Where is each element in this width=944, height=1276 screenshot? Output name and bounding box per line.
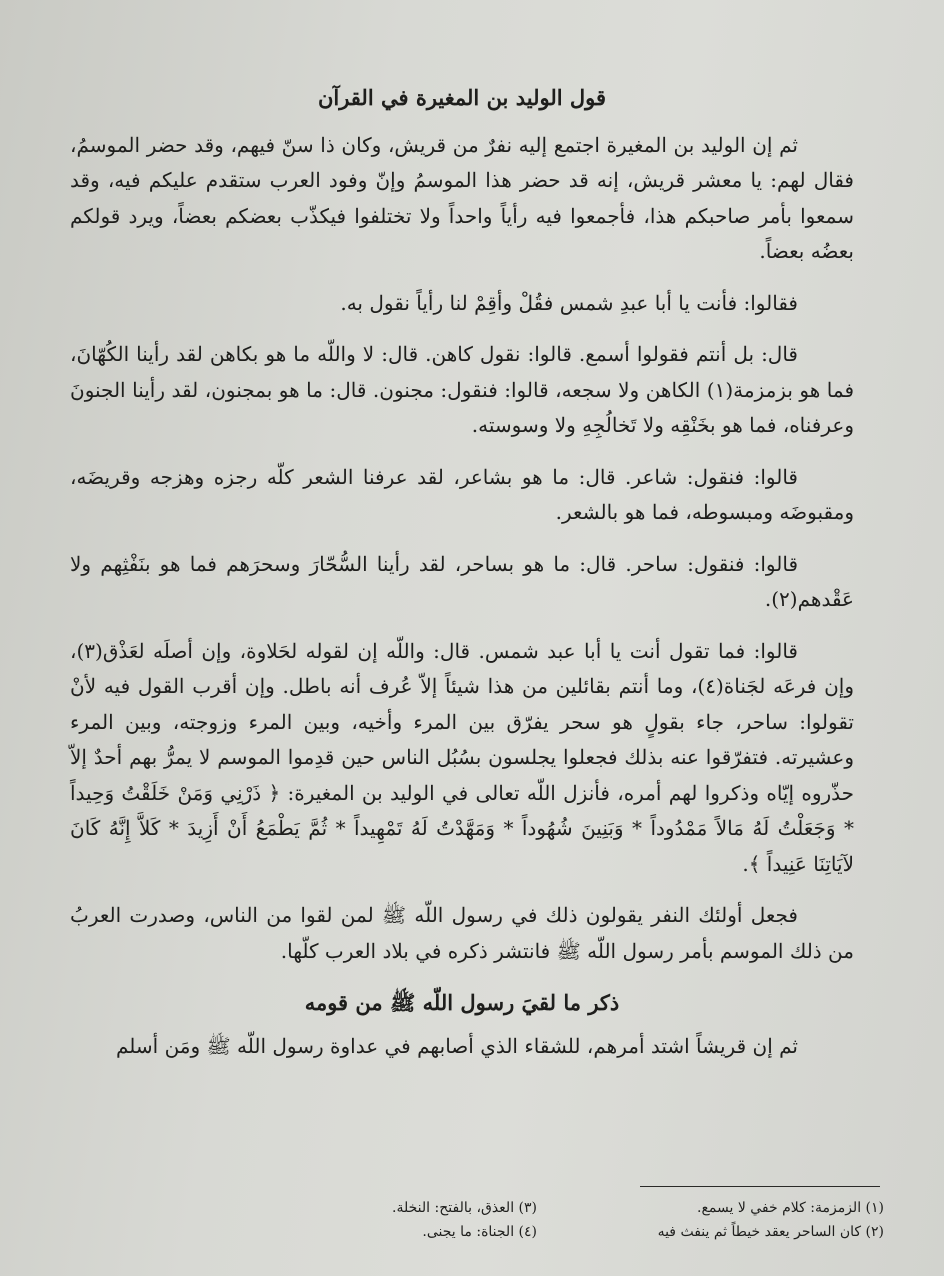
paragraph: قالوا: فما تقول أنت يا أبا عبد شمس. قال: واللّه إن لقوله لحَلاوة، وإن أصلَه لعَذْق(٣)، وإن فرعَه لجَناة(٤)، وما أنتم بقائلين من هذا شيئاً إلاّ عُرف أنه باطل. وإن أقرب القول فيه لأنْ تقولوا: ساحر، جاء بقولٍ هو سحر يفرّق بين المرء وأخيه، وبين المرء وزوجته، وبين المرء وعشيرته. فتفرّقوا عنه بذلك فجعلوا يجلسون بسُبُل الناس حين قدِموا الموسم لا يمرُّ بهم أحدٌ إلاّ حذّروه إيّاه وذكروا لهم أمره، فأنزل اللّه تعالى في الوليد بن المغيرة: ﴿ ذَرْنِي وَمَنْ خَلَقْتُ وَحِيداً * وَجَعَلْتُ لَهُ مَالاً مَمْدُوداً * وَبَنِينَ شُهُوداً * وَمَهَّدْتُ لَهُ تَمْهِيداً * ثُمَّ يَطْمَعُ أَنْ أَزِيدَ * كَلاَّ إِنَّهُ كَانَ لآيَاتِنَا عَنِيداً ﴾. xyxy=(70,638,854,876)
footnote-column xyxy=(250,1196,537,1244)
footnote: (١) الزمزمة: كلام خفي لا يسمع. xyxy=(697,1200,884,1216)
paragraph: قالوا: فنقول: شاعر. قال: ما هو بشاعر، لقد عرفنا الشعر كلّه رجزه وهزجه وقريضَه، ومقبوضَه ومبسوطه، فما هو بالشعر. xyxy=(70,464,854,524)
footnote-column xyxy=(597,1196,884,1244)
section-heading: ذكر ما لقيَ رسول اللّه ﷺ من قومه xyxy=(304,990,620,1015)
paragraph: قال: بل أنتم فقولوا أسمع. قالوا: نقول كاهن. قال: لا واللّه ما هو بكاهن لقد رأينا الكُهّانَ، فما هو بزمزمة(١) الكاهن ولا سجعه، قالوا: فنقول: مجنون. قال: ما هو بمجنون، لقد رأينا الجنونَ وعرفناه، فما هو بخَنْقِه ولا تَخالُجِهِ ولا وسوسته. xyxy=(70,342,854,437)
footnote: (٢) كان الساحر يعقد خيطاً ثم ينفث فيه xyxy=(657,1224,884,1240)
footnotes xyxy=(250,1196,884,1244)
paragraph: فجعل أولئك النفر يقولون ذلك في رسول اللّه ﷺ لمن لقوا من الناس، وصدرت العربُ من ذلك الموسم بأمر رسول اللّه ﷺ فانتشر ذكره في بلاد العرب كلّها. xyxy=(70,903,854,963)
paragraph: ثم إن قريشاً اشتد أمرهم، للشقاء الذي أصابهم في عداوة رسول اللّه ﷺ ومَن أسلم xyxy=(115,1033,798,1058)
paragraph: فقالوا: فأنت يا أبا عبدِ شمس فقُلْ وأقِمْ لنا رأياً نقول به. xyxy=(340,290,798,315)
footnote: (٣) العذق، بالفتح: النخلة. xyxy=(392,1200,537,1216)
paragraph: ثم إن الوليد بن المغيرة اجتمع إليه نفرٌ من قريش، وكان ذا سنّ فيهم، وقد حضر الموسمُ، فقال لهم: يا معشر قريش، إنه قد حضر هذا الموسمُ وإنّ وفود العرب ستقدم عليكم فيه، وقد سمعوا بأمر صاحبكم هذا، فأجمعوا فيه رأياً واحداً ولا تختلفوا فيكذّب بعضكم بعضاً، ويرد قولكم بعضُه بعضاً. xyxy=(70,132,854,263)
footnote-divider xyxy=(640,1186,880,1187)
section-heading: قول الوليد بن المغيرة في القرآن xyxy=(317,85,607,110)
main-text xyxy=(70,80,854,1064)
footnote: (٤) الجناة: ما يجنى. xyxy=(422,1224,537,1240)
paragraph: قالوا: فنقول: ساحر. قال: ما هو بساحر، لقد رأينا السُّحّارَ وسحرَهم فما هو بنَفْثِهم ولا عَقْدهم(٢). xyxy=(70,551,854,611)
